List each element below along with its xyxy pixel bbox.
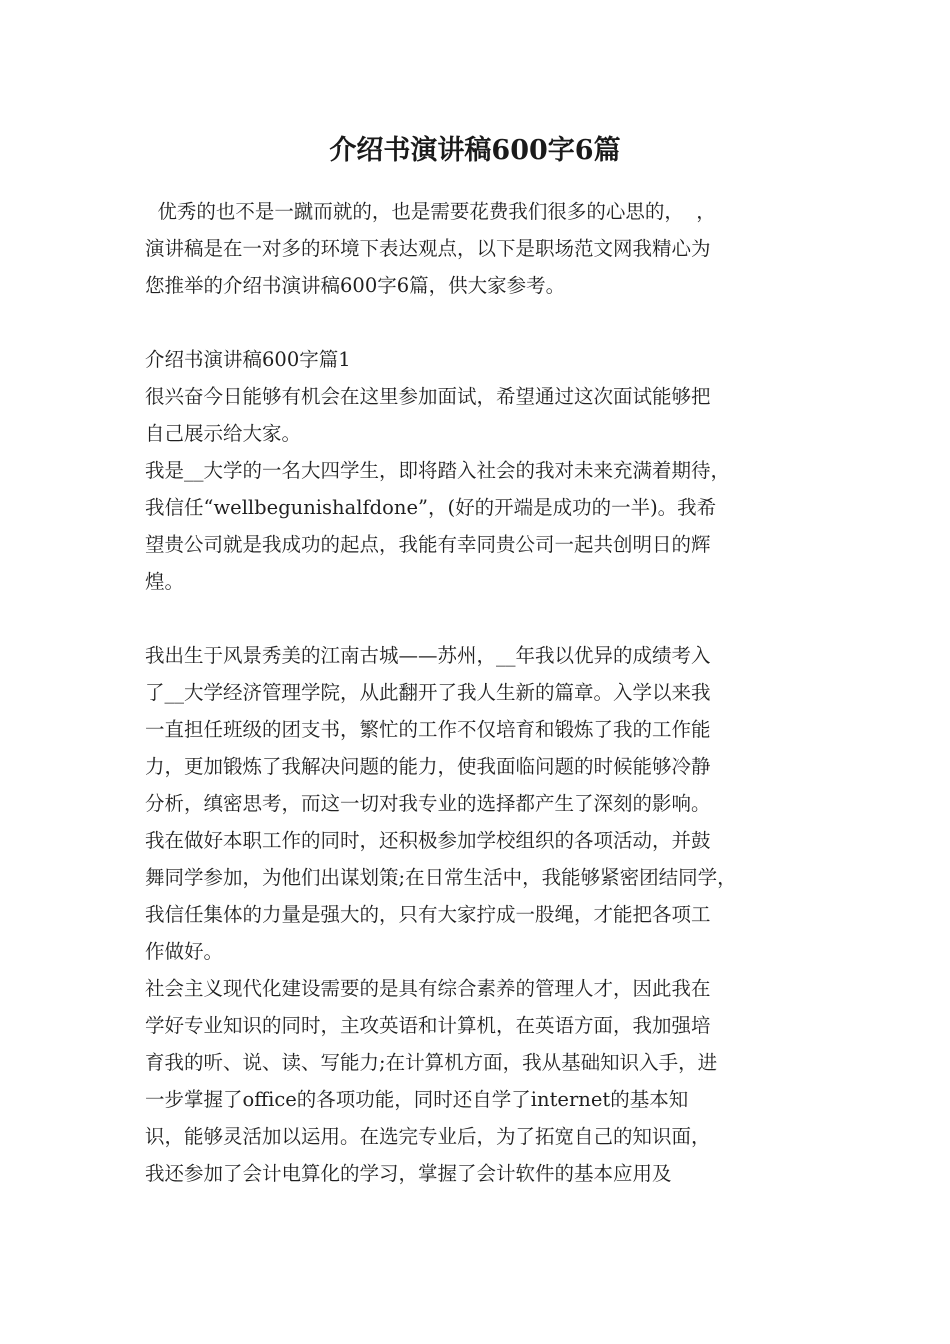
text-line: 很兴奋今日能够有机会在这里参加面试，希望通过这次面试能够把 bbox=[145, 385, 711, 408]
intro-paragraph bbox=[145, 193, 810, 304]
text-line: 煌。 bbox=[145, 570, 185, 593]
text-line: 力，更加锻炼了我解决问题的能力，使我面临问题的时候能够冷静 bbox=[145, 755, 711, 778]
text-line: 我信任集体的力量是强大的，只有大家拧成一股绳，才能把各项工 bbox=[145, 903, 711, 926]
paragraph-gap bbox=[145, 600, 810, 637]
text-line: 我还参加了会计电算化的学习，掌握了会计软件的基本应用及 bbox=[145, 1162, 672, 1185]
paragraph-3 bbox=[145, 637, 810, 822]
text-line: 学好专业知识的同时，主攻英语和计算机，在英语方面，我加强培 bbox=[145, 1014, 711, 1037]
text-line: 一直担任班级的团支书，繁忙的工作不仅培育和锻炼了我的工作能 bbox=[145, 718, 711, 741]
text-line: 社会主义现代化建设需要的是具有综合素养的管理人才，因此我在 bbox=[145, 977, 711, 1000]
text-line: 我信任“wellbegunishalfdone”，(好的开端是成功的一半)。我希 bbox=[145, 496, 717, 519]
text-line: 育我的听、说、读、写能力;在计算机方面，我从基础知识入手，进 bbox=[145, 1051, 718, 1074]
text-line: 我是__大学的一名大四学生，即将踏入社会的我对未来充满着期待， bbox=[145, 459, 731, 482]
text-line: 分析，缜密思考，而这一切对我专业的选择都产生了深刻的影响。 bbox=[145, 792, 711, 815]
text-line: 演讲稿是在一对多的环境下表达观点，以下是职场范文网我精心为 bbox=[145, 237, 711, 260]
text-line: 识，能够灵活加以运用。在选完专业后，为了拓宽自己的知识面， bbox=[145, 1125, 711, 1148]
text-line: 望贵公司就是我成功的起点，我能有幸同贵公司一起共创明日的辉 bbox=[145, 533, 711, 556]
text-line: 自己展示给大家。 bbox=[145, 422, 302, 445]
section-heading: 介绍书演讲稿600字篇1 bbox=[145, 348, 351, 371]
text-line: 舞同学参加，为他们出谋划策;在日常生活中，我能够紧密团结同学， bbox=[145, 866, 737, 889]
paragraph-gap bbox=[145, 304, 810, 341]
paragraph-5 bbox=[145, 970, 810, 1192]
text-line: 一步掌握了office的各项功能，同时还自学了internet的基本知 bbox=[145, 1088, 689, 1111]
text-line: 您推举的介绍书演讲稿600字6篇，供大家参考。 bbox=[145, 274, 566, 297]
text-line: 了__大学经济管理学院，从此翻开了我人生新的篇章。入学以来我 bbox=[145, 681, 711, 704]
text-line: 我出生于风景秀美的江南古城——苏州，__年我以优异的成绩考入 bbox=[145, 644, 711, 667]
text-line: 作做好。 bbox=[145, 940, 224, 963]
paragraph-2 bbox=[145, 452, 810, 600]
text-line: 优秀的也不是一蹴而就的，也是需要花费我们很多的心思的， ， bbox=[145, 200, 716, 223]
document-title: 介绍书演讲稿600字6篇 bbox=[329, 135, 621, 166]
document-body bbox=[145, 193, 810, 1192]
text-line: 我在做好本职工作的同时，还积极参加学校组织的各项活动，并鼓 bbox=[145, 829, 711, 852]
paragraph-1 bbox=[145, 378, 810, 452]
paragraph-4 bbox=[145, 822, 810, 970]
